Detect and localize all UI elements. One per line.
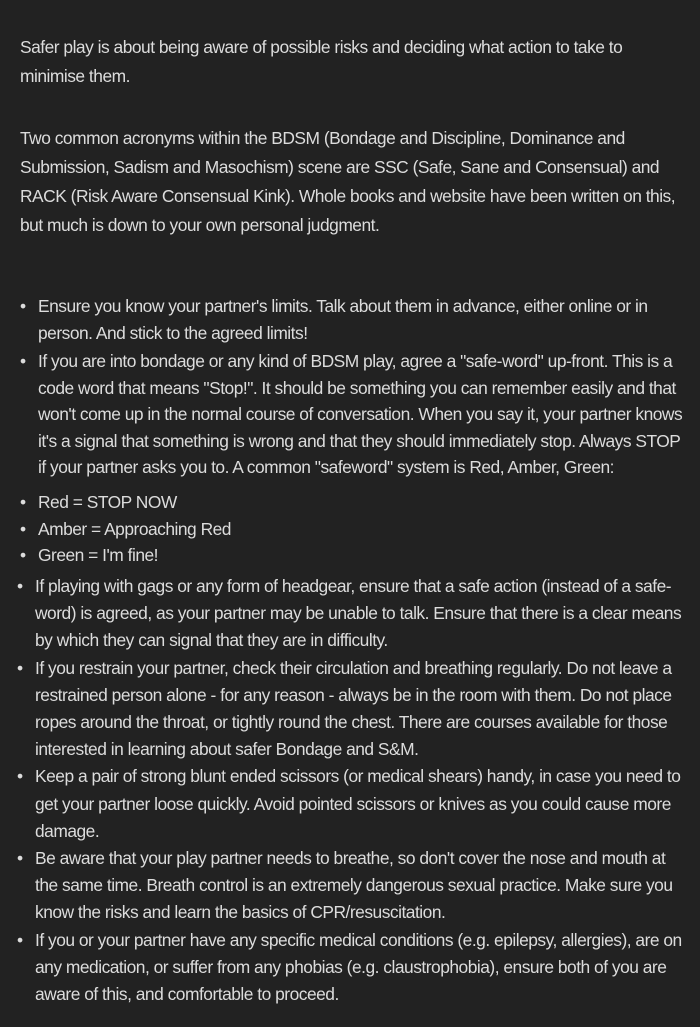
list-item: • Keep a pair of strong blunt ended scissors (or medical shears) handy, in case you need to get your partner loose quickly. Avoid pointed scissors or knives as you could cause more damage. xyxy=(35,763,690,845)
list-item: • Ensure you know your partner's limits. Talk about them in advance, either online or in person. And stick to the agreed limits! xyxy=(38,293,688,346)
safety-tips-list-bottom xyxy=(35,573,690,1008)
safety-tips-list-top xyxy=(38,293,688,481)
list-item: • If you restrain your partner, check their circulation and breathing regularly. Do not leave a restrained person alone - for any reason - always be in the room with them. Do not place ropes around the throat, or tightly round the chest. There are courses available for those interested in learning about safer Bondage and S&M. xyxy=(35,655,690,764)
list-item: • If playing with gags or any form of headgear, ensure that a safe action (instead of a safe-word) is agreed, as your partner may be unable to talk. Ensure that there is a clear means by which they can signal that they are in difficulty. xyxy=(35,573,690,655)
list-item: • Amber = Approaching Red xyxy=(38,516,688,543)
list-item: • If you or your partner have any specific medical conditions (e.g. epilepsy, allergies), are on any medication, or suffer from any phobias (e.g. claustrophobia), ensure both of you are aware of this, and comfortable to proceed. xyxy=(35,927,690,1009)
list-item: • Green = I'm fine! xyxy=(38,542,688,569)
acronyms-paragraph: Two common acronyms within the BDSM (Bondage and Discipline, Dominance and Submission, Sadism and Masochism) scene are SSC (Safe, Sane and Consensual) and RACK (Risk Aware Consensual Kink). Whole books and website have been written on this, but much is down to your own personal judgment. xyxy=(20,128,676,235)
safeword-color-list xyxy=(38,489,688,569)
list-item: • Be aware that your play partner needs to breathe, so don't cover the nose and mouth at the same time. Breath control is an extremely dangerous sexual practice. Make sure you know the risks and learn the basics of CPR/resuscitation. xyxy=(35,845,690,927)
list-item: • If you are into bondage or any kind of BDSM play, agree a "safe-word" up-front. This is a code word that means "Stop!". It should be something you can remember easily and that won't come up in the normal course of conversation. When you say it, your partner knows it's a signal that something is wrong and that they should immediately stop. Always STOP if your partner asks you to. A common "safeword" system is Red, Amber, Green: xyxy=(38,348,688,481)
intro-paragraph: Safer play is about being aware of possible risks and deciding what action to take to minimise them. xyxy=(20,37,623,86)
list-item: • Red = STOP NOW xyxy=(38,489,688,516)
